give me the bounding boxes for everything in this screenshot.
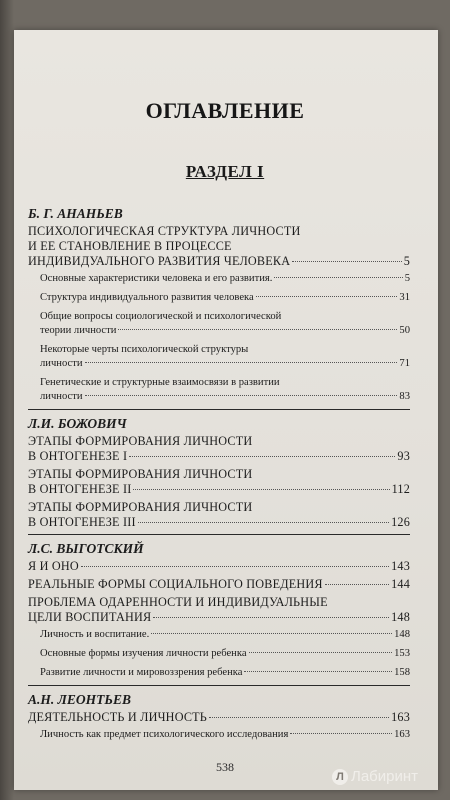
toc-entry-line: В ОНТОГЕНЕЗЕ II xyxy=(28,482,132,496)
dot-leader xyxy=(256,296,398,297)
dot-leader xyxy=(290,733,392,734)
dot-leader xyxy=(85,395,398,396)
dot-leader xyxy=(138,522,389,523)
toc-page-number: 126 xyxy=(391,515,410,529)
toc-entry[interactable] xyxy=(28,710,410,725)
dot-leader xyxy=(153,617,389,618)
toc-page-number: 148 xyxy=(391,610,410,624)
dot-leader xyxy=(292,261,401,262)
toc-entry-line: ЭТАПЫ ФОРМИРОВАНИЯ ЛИЧНОСТИ xyxy=(28,500,253,514)
table-of-contents xyxy=(28,196,410,747)
toc-entry-line: ПРОБЛЕМА ОДАРЕННОСТИ И ИНДИВИДУАЛЬНЫЕ xyxy=(28,595,328,609)
toc-entry-line: ДЕЯТЕЛЬНОСТЬ И ЛИЧНОСТЬ xyxy=(28,710,208,724)
toc-entry[interactable] xyxy=(28,628,410,642)
toc-entry-line: В ОНТОГЕНЕЗЕ III xyxy=(28,515,136,529)
dot-leader xyxy=(325,584,389,585)
toc-entry-line: И ЕЕ СТАНОВЛЕНИЕ В ПРОЦЕССЕ xyxy=(28,239,232,253)
toc-entry-line: Основные характеристики человека и его развития. xyxy=(40,273,273,284)
toc-entry[interactable] xyxy=(28,434,410,464)
toc-page-number: 50 xyxy=(399,325,410,336)
dot-leader xyxy=(249,652,393,653)
toc-page-number: 163 xyxy=(394,729,410,740)
author-heading: Л.И. БОЖОВИЧ xyxy=(28,409,410,434)
toc-entry-line: личности xyxy=(40,391,83,402)
dot-leader xyxy=(274,277,402,278)
section-heading: РАЗДЕЛ I xyxy=(185,162,265,181)
dot-leader xyxy=(244,671,392,672)
toc-entry[interactable] xyxy=(28,500,410,530)
toc-entry-line: В ОНТОГЕНЕЗЕ I xyxy=(28,449,128,463)
dot-leader xyxy=(129,456,395,457)
toc-entry-line: Развитие личности и мировоззрения ребенка xyxy=(40,667,243,678)
toc-entry[interactable] xyxy=(28,577,410,592)
toc-entry-line: ИНДИВИДУАЛЬНОГО РАЗВИТИЯ ЧЕЛОВЕКА xyxy=(28,254,291,268)
toc-entry-line: ЭТАПЫ ФОРМИРОВАНИЯ ЛИЧНОСТИ xyxy=(28,467,253,481)
toc-entry-line: Общие вопросы социологической и психологической xyxy=(40,311,282,322)
toc-entry-line: теории личности xyxy=(40,325,117,336)
toc-entry[interactable] xyxy=(28,467,410,497)
toc-page-number: 144 xyxy=(391,577,410,591)
toc-entry-line: Личность как предмет психологического исследования xyxy=(40,729,289,740)
watermark-logo xyxy=(332,768,418,785)
labirint-logo-icon: Л xyxy=(332,769,348,785)
toc-entry-line: Основные формы изучения личности ребенка xyxy=(40,648,247,659)
toc-page-number: 153 xyxy=(394,648,410,659)
dot-leader xyxy=(118,329,397,330)
author-heading: А.Н. ЛЕОНТЬЕВ xyxy=(28,685,410,710)
toc-page-number: 158 xyxy=(394,667,410,678)
page-title: ОГЛАВЛЕНИЕ xyxy=(145,98,305,123)
dot-leader xyxy=(151,633,392,634)
toc-page-number: 5 xyxy=(403,254,410,268)
toc-entry[interactable] xyxy=(28,376,410,404)
dot-leader xyxy=(133,489,389,490)
watermark-text: Лабиринт xyxy=(351,768,419,785)
toc-page-number: 93 xyxy=(397,449,410,463)
toc-entry[interactable] xyxy=(28,647,410,661)
toc-entry[interactable] xyxy=(28,595,410,625)
toc-page-number: 31 xyxy=(399,292,410,303)
author-heading: Л.С. ВЫГОТСКИЙ xyxy=(28,534,410,559)
toc-entry-line: РЕАЛЬНЫЕ ФОРМЫ СОЦИАЛЬНОГО ПОВЕДЕНИЯ xyxy=(28,577,323,591)
toc-entry[interactable] xyxy=(28,343,410,371)
toc-page-number: 143 xyxy=(391,559,410,573)
dot-leader xyxy=(85,362,398,363)
toc-entry-line: личности xyxy=(40,358,83,369)
toc-entry-line: Личность и воспитание. xyxy=(40,629,150,640)
toc-entry-line: Структура индивидуального развития человека xyxy=(40,292,254,303)
dot-leader xyxy=(81,566,389,567)
toc-entry[interactable] xyxy=(28,728,410,742)
toc-entry[interactable] xyxy=(28,310,410,338)
toc-page-number: 83 xyxy=(399,391,410,402)
toc-entry-line: Некоторые черты психологической структуры xyxy=(40,344,249,355)
toc-page-number: 71 xyxy=(399,358,410,369)
toc-page-number: 163 xyxy=(391,710,410,724)
toc-entry-line: ЭТАПЫ ФОРМИРОВАНИЯ ЛИЧНОСТИ xyxy=(28,434,253,448)
toc-entry-line: ПСИХОЛОГИЧЕСКАЯ СТРУКТУРА ЛИЧНОСТИ xyxy=(28,224,301,238)
toc-entry-line: Я И ОНО xyxy=(28,559,79,573)
toc-page-number: 5 xyxy=(404,273,410,284)
dot-leader xyxy=(209,717,389,718)
toc-page-number: 112 xyxy=(391,482,410,496)
toc-entry[interactable] xyxy=(28,272,410,286)
toc-page-number: 148 xyxy=(394,629,410,640)
toc-entry[interactable] xyxy=(28,291,410,305)
toc-entry-line: ЦЕЛИ ВОСПИТАНИЯ xyxy=(28,610,152,624)
page-number: 538 xyxy=(216,760,234,774)
toc-entry[interactable] xyxy=(28,224,410,269)
toc-entry[interactable] xyxy=(28,666,410,680)
toc-entry[interactable] xyxy=(28,559,410,574)
author-heading: Б. Г. АНАНЬЕВ xyxy=(28,206,123,221)
toc-entry-line: Генетические и структурные взаимосвязи в развитии xyxy=(40,377,280,388)
